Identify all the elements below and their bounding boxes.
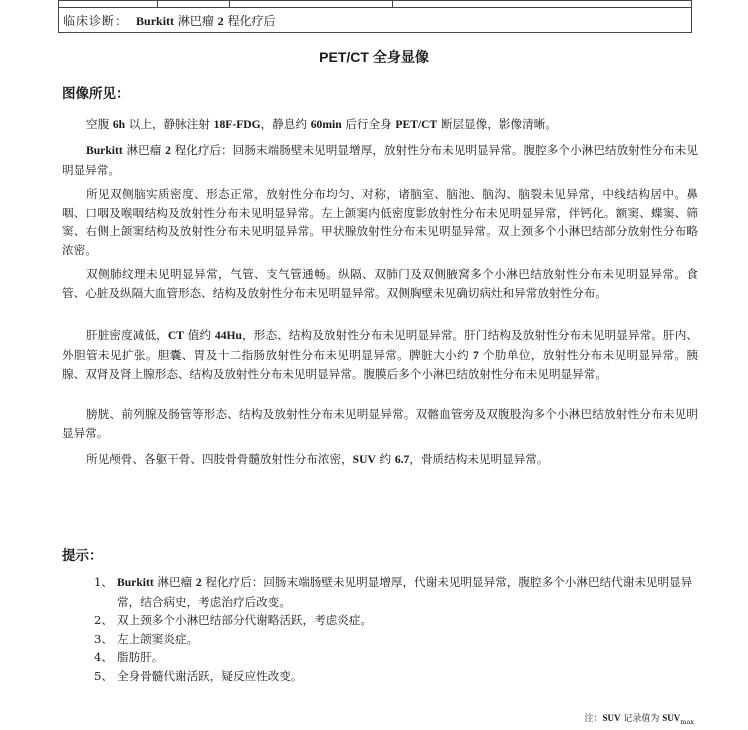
notes-list <box>94 573 700 686</box>
note-number: 3、 <box>94 631 113 646</box>
bone-findings-paragraph: 所见颅骨、各躯干骨、四肢骨骨髓放射性分布浓密，SUV 约 6.7，骨质结构未见明显异常。 <box>86 452 549 466</box>
clinical-diagnosis-cell <box>59 8 692 33</box>
notes-heading: 提示： <box>62 548 103 564</box>
chest-findings-paragraph: 双侧肺纹理未见明显异常，气管、支气管通畅。纵隔、双肺门及双侧腋窝多个小淋巴结放射性分布未见明显异常。食管、心脏及纵隔大血管形态、结构及放射性分布未见明显异常。双侧胸壁未见确切病灶和异常放射性分布。 <box>62 267 698 300</box>
info-cell <box>59 1 158 8</box>
info-cell <box>393 1 692 8</box>
info-cell <box>157 1 229 8</box>
note-number: 4、 <box>94 650 113 665</box>
exam-preparation-paragraph: 空腹 6h 以上，静脉注射 18F-FDG，静息约 60min 后行全身 PET/CT 断层显像，影像清晰。 <box>86 117 557 131</box>
report-title: PET/CT 全身显像 <box>319 49 429 65</box>
note-number: 5、 <box>94 668 113 683</box>
suv-footnote: 注：SUV 记录值为 $SUV_{max}$ <box>584 713 694 726</box>
note-text: 全身骨髓代谢活跃，疑反应性改变。 <box>117 668 303 683</box>
lymphoma-findings-paragraph: Burkitt 淋巴瘤 2 程化疗后：回肠末端肠壁未见明显增厚，放射性分布未见明显异常。腹腔多个小淋巴结放射性分布未见明显异常。 <box>62 143 698 177</box>
note-text: 脂肪肝。 <box>117 650 164 665</box>
abdomen-findings-paragraph: 肝脏密度减低，CT 值约 44Hu，形态、结构及放射性分布未见明显异常。肝门结构及放射性分布未见明显异常。肝内、外胆管未见扩张。胆囊、胃及十二指肠放射性分布未见明显异常。脾脏大小约 7 个肋单位，放射性分布未见明显异常。胰腺、双肾及肾上腺形态、结构及放射性分布未见明显异常。腹膜后多个小淋巴结放射性分布未见明显异常。 <box>62 328 698 382</box>
clinical-diagnosis-label: 临床诊断： <box>63 13 129 28</box>
note-text: 双上颈多个小淋巴结部分代谢略活跃，考虑炎症。 <box>117 613 373 628</box>
info-cell <box>229 1 393 8</box>
patient-info-table <box>58 0 692 33</box>
note-item <box>94 648 700 667</box>
note-item <box>94 573 700 611</box>
clinical-diagnosis-value: Burkitt 淋巴瘤 2 程化疗后 <box>136 13 276 28</box>
findings-heading: 图像所见： <box>62 86 130 102</box>
note-item <box>94 667 700 686</box>
note-number: 2、 <box>94 613 113 628</box>
note-item <box>94 611 700 630</box>
clinical-diagnosis-row <box>59 8 692 33</box>
patient-info-row-cropped <box>59 1 692 8</box>
note-text: 左上颌窦炎症。 <box>117 631 199 646</box>
note-text: Burkitt 淋巴瘤 2 程化疗后：回肠末端肠壁未见明显增厚，代谢未见明显异常，腹腔多个小淋巴结代谢未见明显异常，结合病史，考虑治疗后改变。 <box>117 575 693 609</box>
note-item <box>94 630 700 649</box>
head-neck-findings-paragraph: 所见双侧脑实质密度、形态正常，放射性分布均匀、对称，诸脑室、脑池、脑沟、脑裂未见异常，中线结构居中。鼻咽、口咽及喉咽结构及放射性分布未见明显异常。左上颌窦内低密度影放射性分布未见明显异常，伴钙化。额窦、蝶窦、筛窦、右侧上颌窦结构及放射性分布未见明显异常。甲状腺放射性分布未见明显异常。双上颈多个小淋巴结部分放射性分布略浓密。 <box>62 187 698 257</box>
pelvis-findings-paragraph: 膀胱、前列腺及肠管等形态、结构及放射性分布未见明显异常。双髂血管旁及双腹股沟多个小淋巴结放射性分布未见明显异常。 <box>62 407 698 440</box>
note-number: 1、 <box>94 575 113 589</box>
